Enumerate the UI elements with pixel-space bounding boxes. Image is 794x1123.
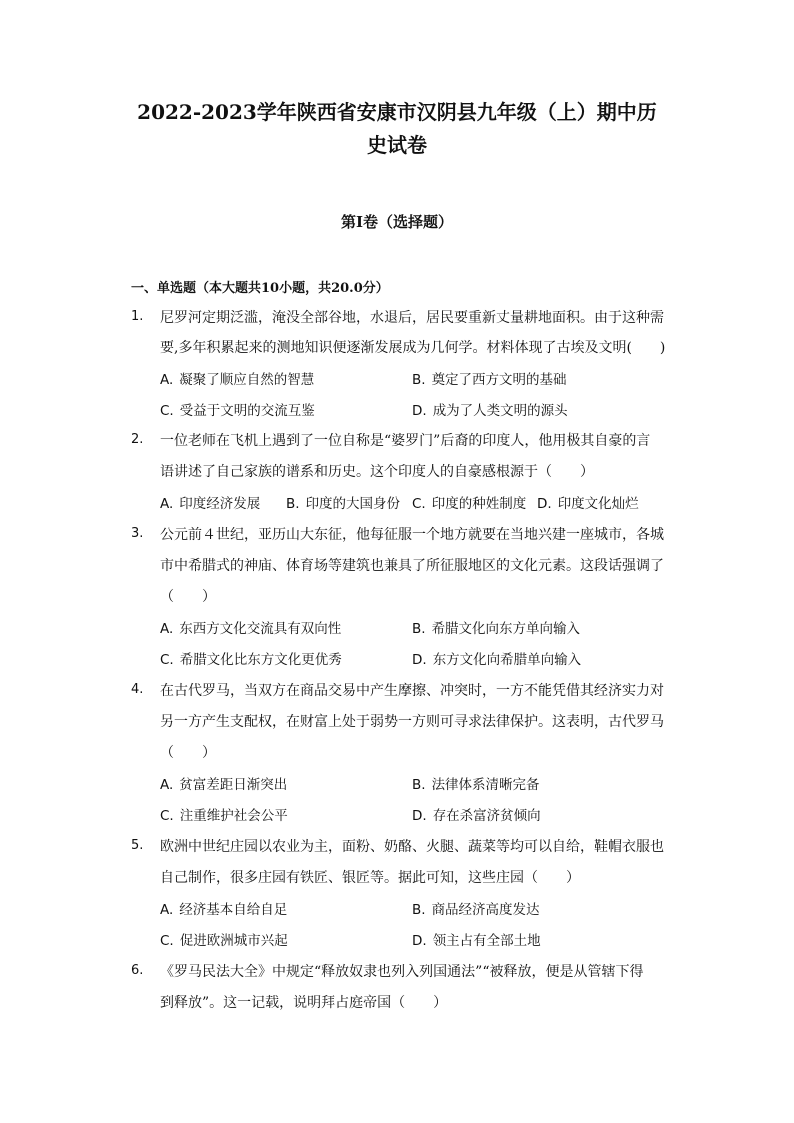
part-heading: 一、单选题（本大题共10小题，共20.0分）	[131, 281, 389, 296]
question-text-line: 在古代罗马，当双方在商品交易中产生摩擦、冲突时，一方不能凭借其经济实力对	[160, 683, 664, 699]
option-c[interactable]: C. 注重维护社会公平	[160, 808, 288, 824]
option-b[interactable]: B. 商品经济高度发达	[412, 902, 540, 918]
option-a[interactable]: A. 贫富差距日渐突出	[160, 777, 288, 793]
question-text-line: 尼罗河定期泛滥，淹没全部谷地，水退后，居民要重新丈量耕地面积。由于这种需	[160, 310, 664, 326]
question-text-line: 市中希腊式的神庙、体育场等建筑也兼具了所征服地区的文化元素。这段话强调了	[160, 558, 664, 574]
question-number: 1.	[131, 309, 144, 324]
section-title: 第I卷（选择题）	[340, 213, 454, 231]
option-d[interactable]: D. 成为了人类文明的源头	[412, 403, 568, 419]
question-text-line: 《罗马民法大全》中规定“释放奴隶也列入列国通法”“被释放，便是从管辖下得	[160, 964, 644, 980]
exam-title	[120, 96, 674, 162]
question-text-line: 自己制作，很多庄园有铁匠、银匠等。据此可知，这些庄园（ ）	[160, 870, 580, 886]
question-text-line: 到释放”。这一记载，说明拜占庭帝国（ ）	[160, 995, 448, 1011]
question-number: 3.	[131, 526, 144, 541]
option-d[interactable]: D. 存在杀富济贫倾向	[412, 808, 541, 824]
question-text-line: 欧洲中世纪庄园以农业为主，面粉、奶酪、火腿、蔬菜等均可以自给，鞋帽衣服也	[160, 839, 664, 855]
question-number: 4.	[131, 682, 144, 697]
option-a[interactable]: A. 凝聚了顺应自然的智慧	[160, 372, 315, 388]
option-b[interactable]: B. 希腊文化向东方单向输入	[412, 621, 581, 637]
option-d[interactable]: D. 印度文化灿烂	[537, 496, 639, 512]
question-text-line: （ ）	[160, 745, 216, 761]
option-b[interactable]: B. 法律体系清晰完备	[412, 777, 540, 793]
option-b[interactable]: B. 印度的大国身份	[286, 496, 401, 512]
question-text-line: 另一方产生支配权，在财富上处于弱势一方则可寻求法律保护。这表明，古代罗马	[160, 714, 664, 730]
exam-title-line-1: 2022-2023学年陕西省安康市汉阴县九年级（上）期中历	[137, 100, 657, 124]
option-a[interactable]: A. 东西方文化交流具有双向性	[160, 621, 342, 637]
question-text-line: 一位老师在飞机上遇到了一位自称是“婆罗门”后裔的印度人，他用极其自豪的言	[160, 433, 651, 449]
option-a[interactable]: A. 经济基本自给自足	[160, 902, 288, 918]
option-c[interactable]: C. 印度的种姓制度	[412, 496, 527, 512]
question-number: 5.	[131, 838, 144, 853]
option-c[interactable]: C. 受益于文明的交流互鉴	[160, 403, 315, 419]
question-text-line: 要,多年积累起来的测地知识便逐渐发展成为几何学。材料体现了古埃及文明( )	[160, 340, 666, 356]
question-text-line: 语讲述了自己家族的谱系和历史。这个印度人的自豪感根源于（ ）	[160, 464, 594, 480]
option-c[interactable]: C. 促进欧洲城市兴起	[160, 933, 288, 949]
exam-title-line-2: 史试卷	[367, 133, 427, 157]
option-d[interactable]: D. 领主占有全部土地	[412, 933, 541, 949]
question-number: 6.	[131, 963, 144, 978]
option-d[interactable]: D. 东方文化向希腊单向输入	[412, 652, 582, 668]
question-number: 2.	[131, 432, 144, 447]
option-b[interactable]: B. 奠定了西方文明的基础	[412, 372, 567, 388]
option-c[interactable]: C. 希腊文化比东方文化更优秀	[160, 652, 342, 668]
option-a[interactable]: A. 印度经济发展	[160, 496, 261, 512]
question-text-line: 公元前４世纪，亚历山大东征，他每征服一个地方就要在当地兴建一座城市，各城	[160, 527, 664, 543]
question-text-line: （ ）	[160, 589, 216, 605]
